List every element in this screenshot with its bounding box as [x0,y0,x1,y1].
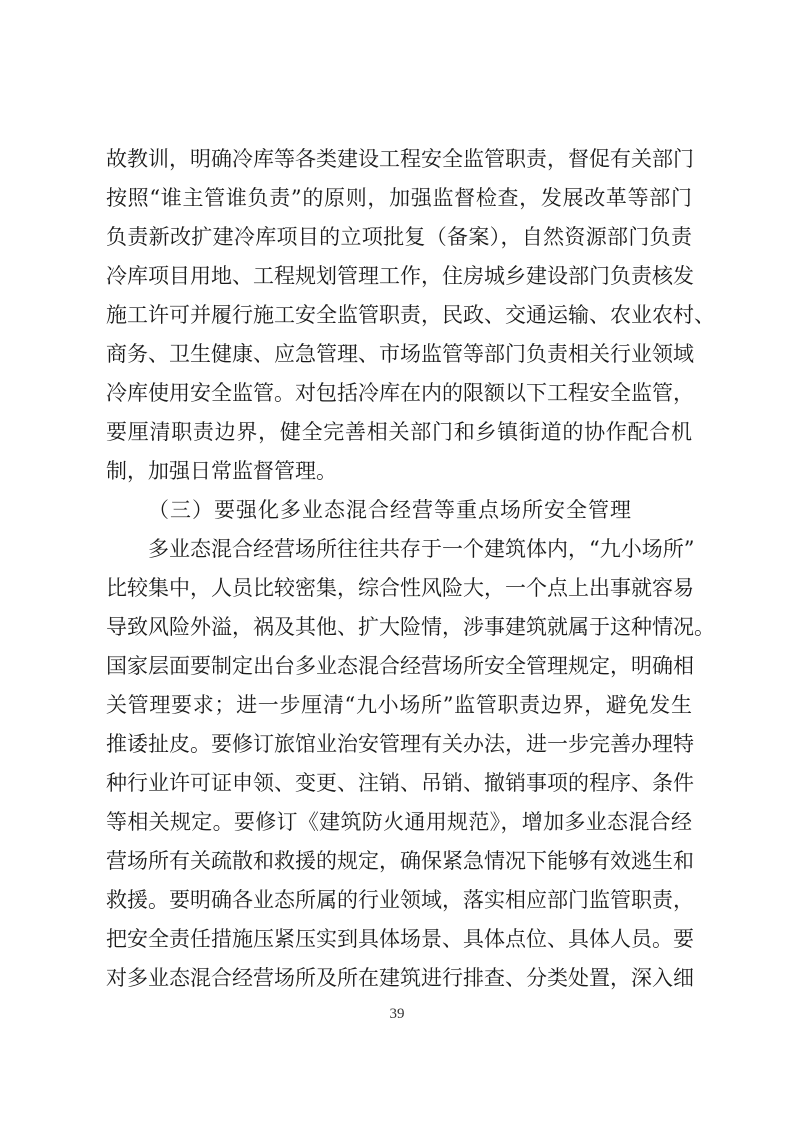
text-line: 营场所有关疏散和救援的规定，确保紧急情况下能够有效逃生和 [106,849,694,873]
text-line: 冷库项目用地、工程规划管理工作，住房城乡建设部门负责核发 [106,264,694,288]
text-line: 等相关规定。要修订《建筑防火通用规范》，增加多业态混合经 [106,810,692,834]
text-line: 救援。要明确各业态所属的行业领域，落实相应部门监管职责， [106,888,694,912]
text-line: 按照“谁主管谁负责”的原则，加强监督检查，发展改革等部门 [106,186,692,210]
text-line: 国家层面要制定出台多业态混合经营场所安全管理规定，明确相 [106,654,694,678]
text-line: 把安全责任措施压紧压实到具体场景、具体点位、具体人员。要 [106,927,694,951]
text-line: 推诿扯皮。要修订旅馆业治安管理有关办法，进一步完善办理特 [106,732,694,756]
text-line: 冷库使用安全监管。对包括冷库在内的限额以下工程安全监管， [106,381,694,405]
text-line: 施工许可并履行施工安全监管职责，民政、交通运输、农业农村、 [106,303,715,327]
text-line: 关管理要求；进一步厘清“九小场所”监管职责边界，避免发生 [106,693,692,717]
text-line: 制，加强日常监督管理。 [106,459,337,483]
text-line: 要厘清职责边界，健全完善相关部门和乡镇街道的协作配合机 [106,420,692,444]
text-line: 导致风险外溢，祸及其他、扩大险情，涉事建筑就属于这种情况。 [106,615,715,639]
text-line: 多业态混合经营场所往往共存于一个建筑体内，“九小场所” [148,537,695,561]
text-line: 商务、卫生健康、应急管理、市场监管等部门负责相关行业领域 [106,342,694,366]
page-number: 39 [389,1006,405,1022]
text-line: 负责新改扩建冷库项目的立项批复（备案），自然资源部门负责 [106,225,692,249]
text-line: 比较集中，人员比较密集，综合性风险大，一个点上出事就容易 [106,576,694,600]
text-line: 对多业态混合经营场所及所在建筑进行排查、分类处置，深入细 [106,966,694,990]
text-line: 故教训，明确冷库等各类建设工程安全监管职责，督促有关部门 [106,147,694,171]
text-line: 种行业许可证申领、变更、注销、吊销、撤销事项的程序、条件 [106,771,694,795]
section-heading: （三）要强化多业态混合经营等重点场所安全管理 [148,498,632,522]
